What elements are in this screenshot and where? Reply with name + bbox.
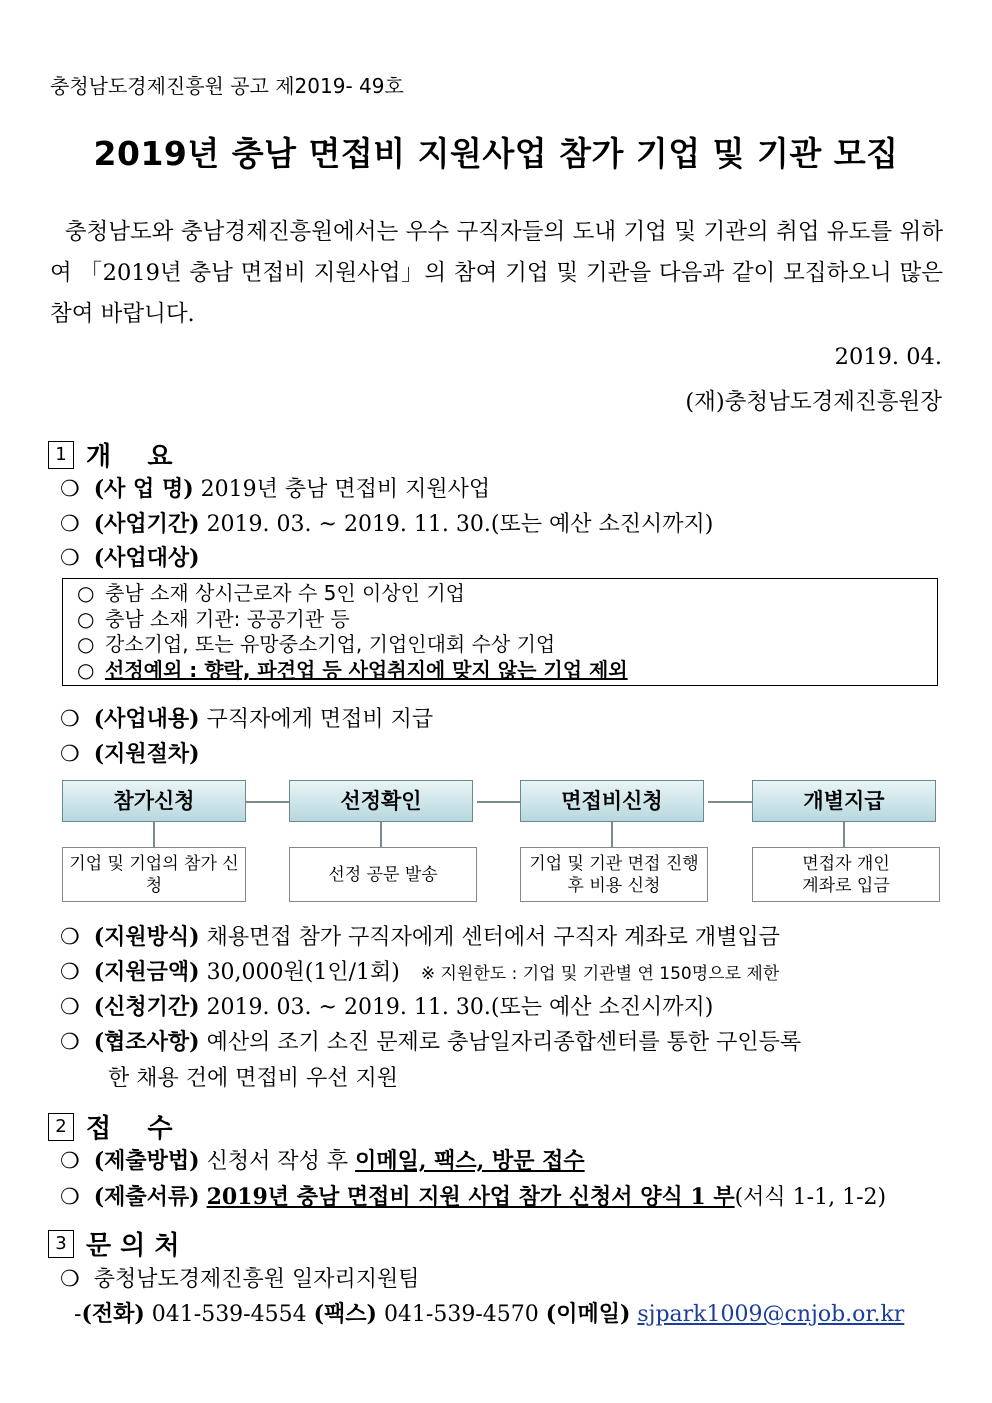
section-number: 2 [48,1113,74,1141]
step-apply-desc: 기업 및 기업의 참가 신청 [62,847,246,902]
list-item: ○ 충남 소재 기관: 공공기관 등 [77,606,350,631]
email-link[interactable]: sjpark1009@cnjob.or.kr [637,1302,905,1327]
reception-docs-row: ❍ (제출서류) 2019년 충남 면접비 지원 사업 참가 신청서 양식 1 부(서식 1-1, 1-2) [60,1184,887,1210]
step-payment-desc: 면접자 개인 계좌로 입금 [752,847,940,902]
bullet-icon: ❍ [60,477,80,502]
bullet-icon: ❍ [60,742,80,767]
bullet-icon: ❍ [60,995,80,1020]
reception-method-row: ❍ (제출방법) 신청서 작성 후 이메일, 팩스, 방문 접수 [60,1148,585,1174]
page-title: 2019년 충남 면접비 지원사업 참가 기업 및 기관 모집 [93,134,899,173]
bullet-icon: ❍ [60,925,80,950]
section-number: 1 [48,441,74,469]
fax-number: 041-539-4570 [383,1302,539,1327]
section-title: 개 요 [86,442,173,472]
section-contact-heading [48,1225,179,1262]
step-confirm-desc: 선정 공문 발송 [289,847,477,902]
flow-connector [843,822,845,848]
intro-paragraph: 충청남도와 충남경제진흥원에서는 우수 구직자들의 도내 기업 및 기관의 취업 유도를 위하여 「2019년 충남 면접비 지원사업」의 참여 기업 및 기관을 다음과 같이 모집하오니 많은 참여 바랍니다. [50,219,944,327]
bullet-icon: ❍ [60,1267,80,1292]
contact-team-row: ❍ 충청남도경제진흥원 일자리지원팀 [60,1267,420,1292]
flow-connector [380,822,382,848]
section-number: 3 [48,1230,74,1258]
step-claim: 면접비신청 [520,780,704,822]
bullet-icon: ❍ [60,512,80,537]
announcement-date: 2019. 04. [834,344,942,370]
section-reception-heading [48,1108,172,1145]
step-claim-desc: 기업 및 기관 면접 진행 후 비용 신청 [520,847,708,902]
bullet-icon: ❍ [60,1030,80,1055]
overview-content-row: ❍ (사업내용) 구직자에게 면접비 지급 [60,706,434,732]
phone-number: 041-539-4554 [151,1302,307,1327]
section-title: 문 의 처 [86,1231,180,1261]
section-title: 접 수 [86,1114,173,1144]
overview-target-row: ❍ (사업대상) [60,545,200,571]
bullet-icon: ❍ [60,546,80,571]
contact-info-row: -(전화) 041-539-4554 (팩스) 041-539-4570 (이메일) sjpark1009@cnjob.or.kr [74,1301,905,1327]
list-item: ○ 충남 소재 상시근로자 수 5인 이상인 기업 [77,581,465,605]
list-item: ○ 강소기업, 또는 유망중소기업, 기업인대회 수상 기업 [77,632,556,656]
target-list-box [62,578,938,686]
overview-method-row: ❍ (지원방식) 채용면접 참가 구직자에게 센터에서 구직자 계좌로 개별입금 [60,924,780,950]
flow-connector [477,801,520,803]
flow-connector [708,801,752,803]
section-overview-heading [48,436,172,473]
step-apply: 참가신청 [62,780,246,822]
step-payment: 개별지급 [752,780,936,822]
overview-coop-row-cont: 한 채용 건에 면접비 우선 지원 [108,1066,398,1091]
issuer: (재)충청남도경제진흥원장 [685,389,942,415]
overview-period-row: ❍ (사업기간) 2019. 03. ~ 2019. 11. 30.(또는 예산 소진시까지) [60,511,714,537]
notice-number: 충청남도경제진흥원 공고 제2019- 49호 [50,74,404,98]
bullet-icon: ❍ [60,707,80,732]
flow-connector [611,822,613,848]
overview-apply-row: ❍ (신청기간) 2019. 03. ~ 2019. 11. 30.(또는 예산 소진시까지) [60,994,714,1020]
bullet-icon: ❍ [60,1185,80,1210]
bullet-icon: ❍ [60,1149,80,1174]
list-item-exclusion: ○ 선정예외 : 향락, 파견업 등 사업취지에 맞지 않는 기업 제외 [77,657,628,682]
overview-name-row: ❍ (사 업 명) 2019년 충남 면접비 지원사업 [60,476,491,502]
step-confirm: 선정확인 [289,780,473,822]
overview-coop-row: ❍ (협조사항) 예산의 조기 소진 문제로 충남일자리종합센터를 통한 구인등록 [60,1029,802,1055]
flow-connector [153,822,155,848]
bullet-icon: ❍ [60,960,80,985]
overview-procedure-row: ❍ (지원절차) [60,741,200,767]
overview-amount-row: ❍ (지원금액) 30,000원(1인/1회) ※ 지원한도 : 기업 및 기관별 연 150명으로 제한 [60,959,780,985]
flow-connector [246,801,289,803]
